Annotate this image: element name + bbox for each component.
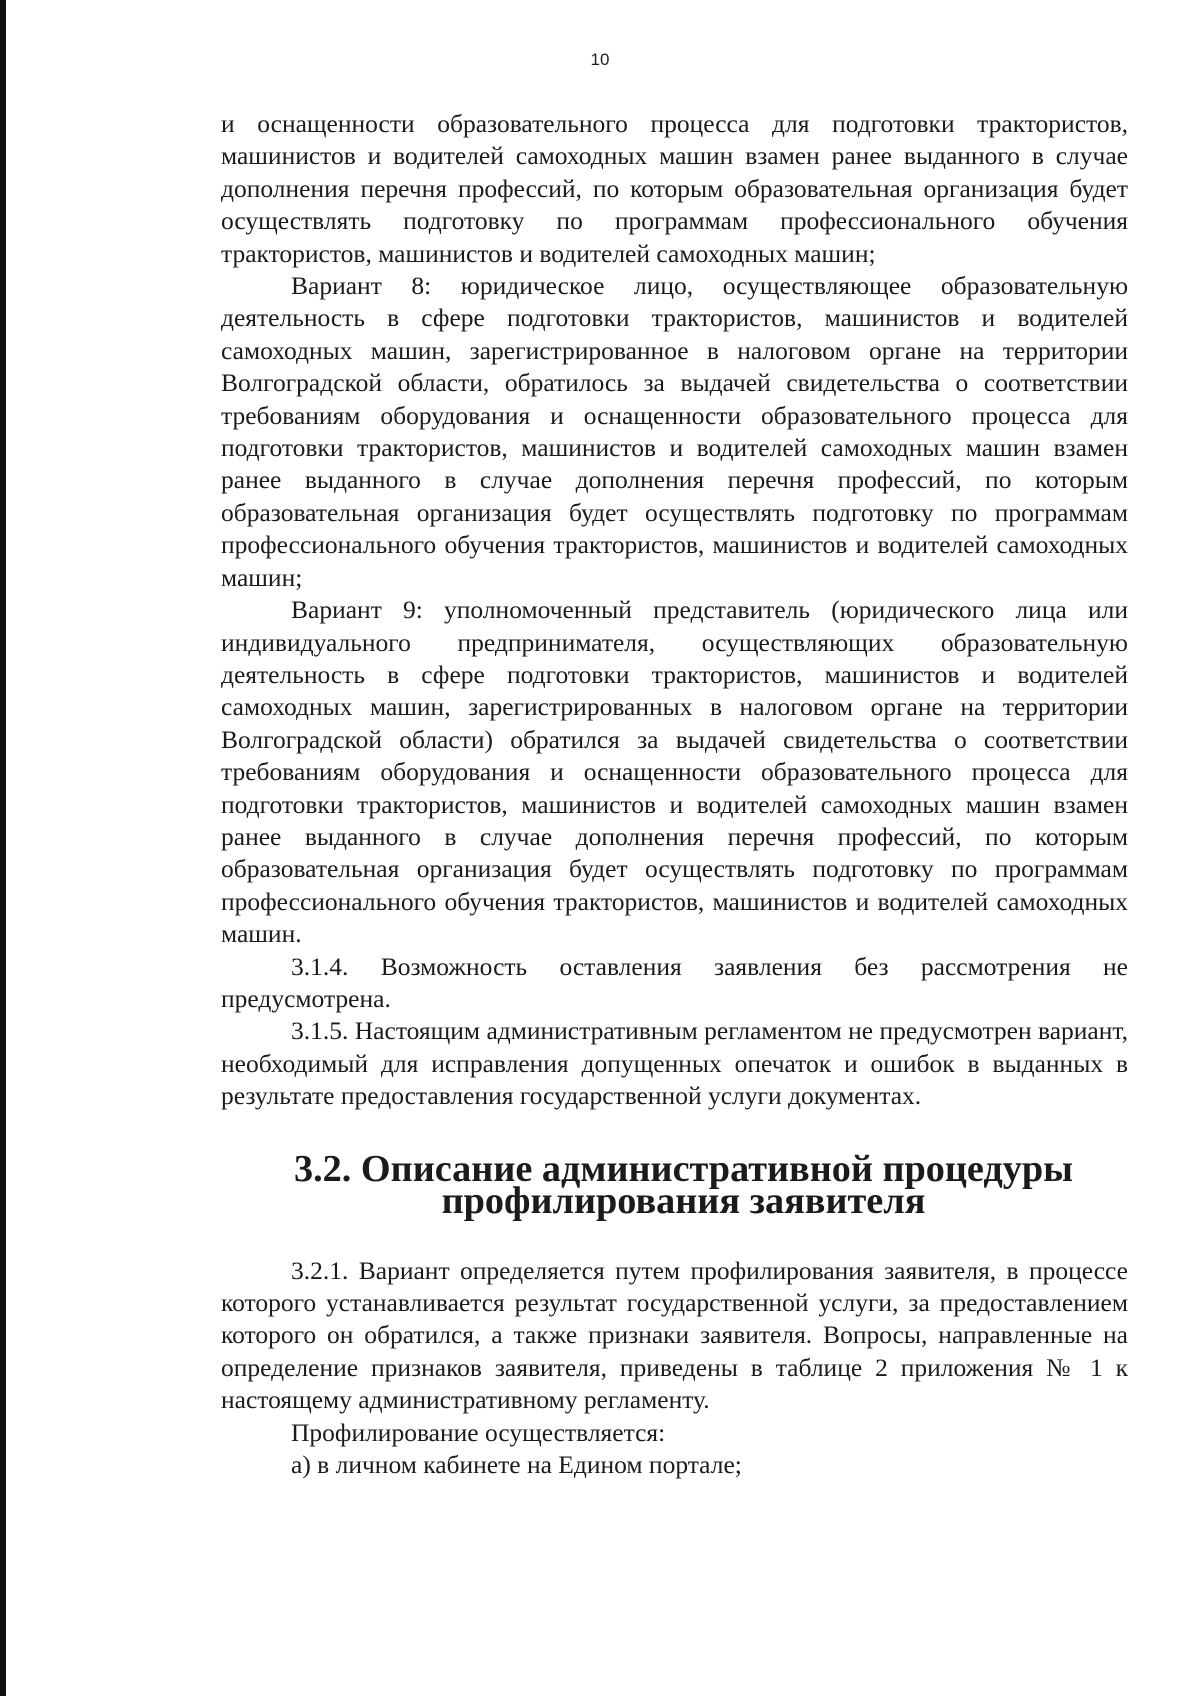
document-body [221,108,1128,1481]
page-number: 10 [590,50,610,69]
paragraph-3-1-4: 3.1.4. Возможность оставления заявления без рассмотрения не предусмотрена. [221,951,1128,1013]
paragraph-3-2-1: 3.2.1. Вариант определяется путем профилирования заявителя, в процессе которого устанавливается результат государственной услуги, за предоставлением которого он обратился, а также признаки заявителя. Вопросы, направленные на определение признаков заявителя, приведены в таблице 2 приложения № 1 к настоящему административному регламенту. [221,1255,1128,1415]
list-item-a: а) в личном кабинете на Едином портале; [291,1450,742,1480]
scan-edge [0,0,6,1696]
paragraph-3-1-5: 3.1.5. Настоящим административным регламентом не предусмотрен вариант, необходимый для исправления допущенных опечаток и ошибок в выданных в результате предоставления государственной услуги документах. [221,1016,1128,1111]
paragraph-variant-8: Вариант 8: юридическое лицо, осуществляющее образовательную деятельность в сфере подготовки трактористов, машинистов и водителей самоходных машин, зарегистрированное в налоговом органе на территории Волгоградской области, обратилось за выдачей свидетельства о соответствии требованиям оборудования и оснащенности образовательного процесса для подготовки трактористов, машинистов и водителей самоходных машин взамен ранее выданного в случае дополнения перечня профессий, по которым образовательная организация будет осуществлять подготовку по программам профессионального обучения трактористов, машинистов и водителей самоходных машин; [221,271,1128,592]
paragraph-continuation: и оснащенности образовательного процесса для подготовки трактористов, машинистов и водителей самоходных машин взамен ранее выданного в случае дополнения перечня профессий, по которым образовательная организация будет осуществлять подготовку по программам профессионального обучения трактористов, машинистов и водителей самоходных машин; [221,109,1128,268]
paragraph-profiling-intro: Профилирование осуществляется: [291,1417,666,1447]
paragraph-variant-9: Вариант 9: уполномоченный представитель (юридического лица или индивидуального предпринимателя, осуществляющих образовательную деятельность в сфере подготовки трактористов, машинистов и водителей самоходных машин, зарегистрированных в налоговом органе на территории Волгоградской области) обратился за выдачей свидетельства о соответствии требованиям оборудования и оснащенности образовательного процесса для подготовки трактористов, машинистов и водителей самоходных машин взамен ранее выданного в случае дополнения перечня профессий, по которым образовательная организация будет осуществлять подготовку по программам профессионального обучения трактористов, машинистов и водителей самоходных машин. [221,595,1128,949]
section-heading-3-2: 3.2. Описание административной процедуры профилирования заявителя [293,1147,1074,1222]
